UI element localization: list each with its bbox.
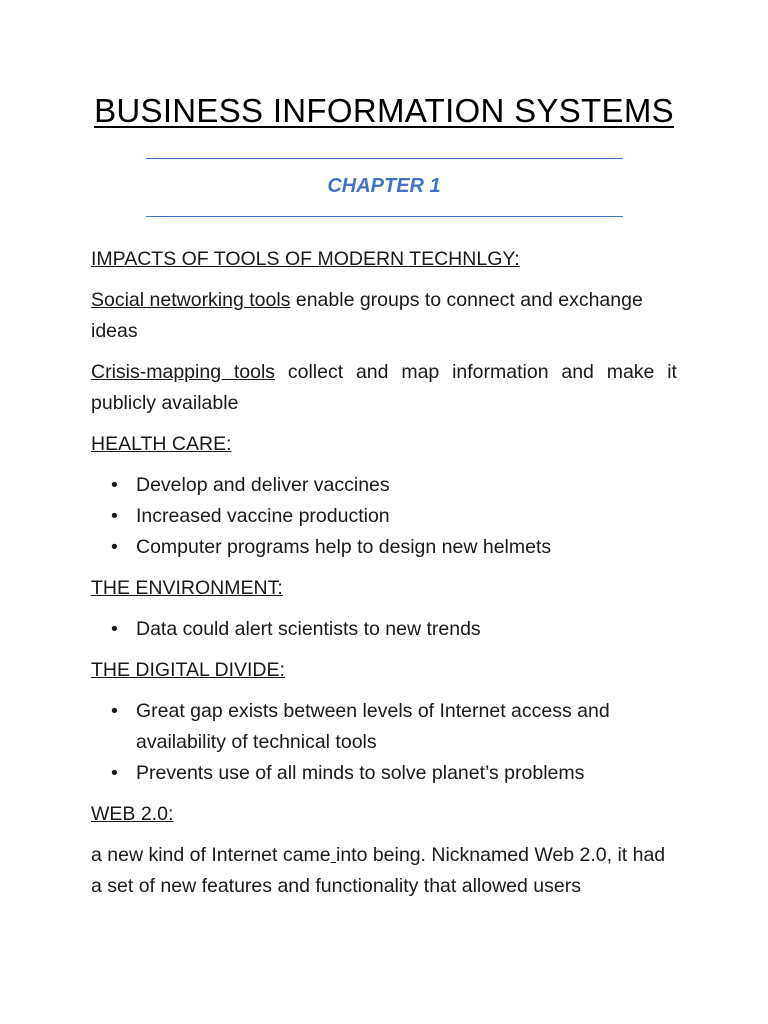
paragraph-social-networking xyxy=(91,285,677,347)
list-item xyxy=(91,758,677,789)
paragraph-web2 xyxy=(91,840,677,902)
bullet-list-health-care xyxy=(91,470,677,563)
paragraph-text: a new kind of Internet came xyxy=(91,844,331,866)
bullet-icon: • xyxy=(111,474,118,496)
term-crisis-mapping: Crisis-mapping tools xyxy=(91,361,276,383)
term-social-networking: Social networking tools xyxy=(91,289,291,311)
document-title: BUSINESS INFORMATION SYSTEMS xyxy=(94,92,674,129)
paragraph-crisis-mapping xyxy=(91,357,677,419)
list-item xyxy=(91,532,677,563)
list-item-text: Develop and deliver vaccines xyxy=(136,474,390,496)
paragraph-text: into being. Nicknamed Web 2.0, it had a set of new features and functionality that allowed users xyxy=(91,844,666,897)
section-heading-web2: WEB 2.0: xyxy=(91,803,174,825)
section-heading-health-care: HEALTH CARE: xyxy=(91,433,232,455)
bullet-icon: • xyxy=(111,505,118,527)
list-item xyxy=(91,614,677,645)
bullet-icon: • xyxy=(111,762,118,784)
bullet-list-digital-divide xyxy=(91,696,677,789)
list-item-text: Great gap exists between levels of Internet access and availability of technical tools xyxy=(136,700,610,753)
list-item-text: Data could alert scientists to new trends xyxy=(136,618,481,640)
list-item xyxy=(91,470,677,501)
bullet-icon: • xyxy=(111,536,118,558)
section-heading-impacts: IMPACTS OF TOOLS OF MODERN TECHNLGY: xyxy=(91,248,520,270)
bullet-icon: • xyxy=(111,618,118,640)
paragraph-text: collect and map information and make it publicly available xyxy=(91,361,677,414)
chapter-rule-bottom xyxy=(146,216,623,217)
document-body xyxy=(91,244,677,912)
list-item-text: Increased vaccine production xyxy=(136,505,390,527)
section-heading-digital-divide: THE DIGITAL DIVIDE: xyxy=(91,659,285,681)
list-item xyxy=(91,696,677,758)
paragraph-text: enable groups to connect and exchange ideas xyxy=(91,289,643,342)
bullet-list-environment xyxy=(91,614,677,645)
chapter-heading: CHAPTER 1 xyxy=(327,175,441,197)
chapter-rule-top xyxy=(146,158,623,159)
list-item-text: Computer programs help to design new helmets xyxy=(136,536,552,558)
list-item-text: Prevents use of all minds to solve planet’s problems xyxy=(136,762,585,784)
bullet-icon: • xyxy=(111,700,118,722)
section-heading-environment: THE ENVIRONMENT: xyxy=(91,577,283,599)
list-item xyxy=(91,501,677,532)
